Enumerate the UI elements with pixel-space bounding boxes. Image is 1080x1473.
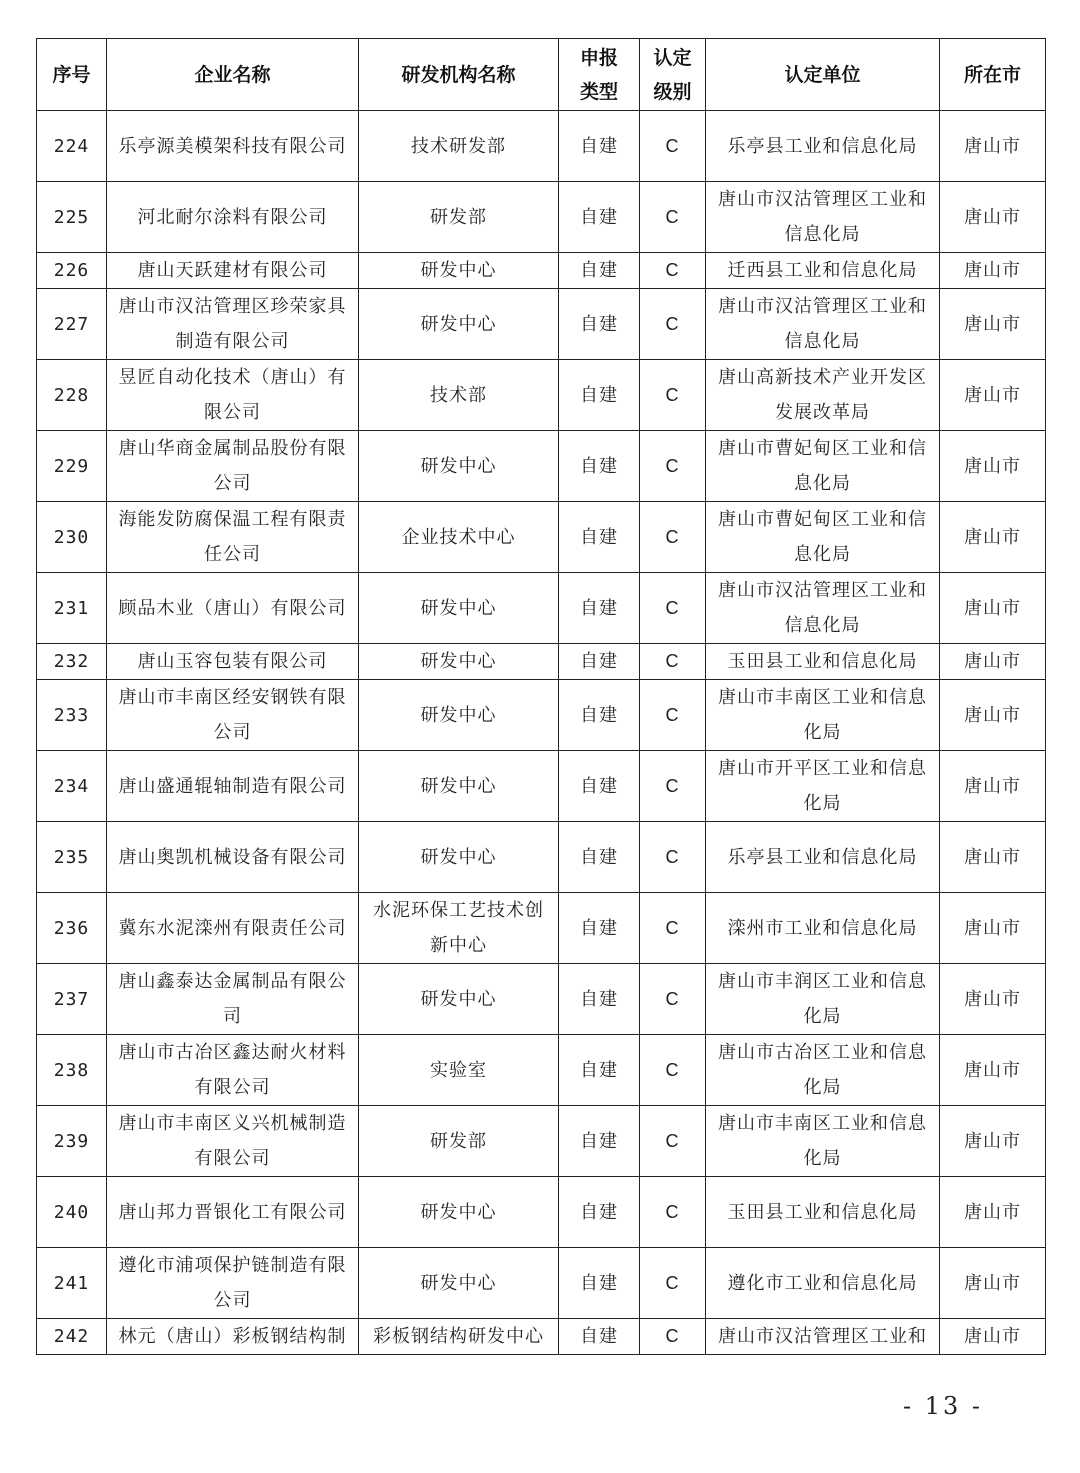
cell-type: 自建 bbox=[559, 964, 640, 1035]
table-row bbox=[37, 893, 1046, 964]
cell-city: 唐山市 bbox=[940, 1319, 1046, 1355]
cell-type: 自建 bbox=[559, 111, 640, 182]
cell-type: 自建 bbox=[559, 644, 640, 680]
cell-company: 唐山华商金属制品股份有限公司 bbox=[107, 431, 359, 502]
cell-level: C bbox=[640, 644, 706, 680]
cell-company: 冀东水泥滦州有限责任公司 bbox=[107, 893, 359, 964]
cell-institution: 水泥环保工艺技术创新中心 bbox=[359, 893, 559, 964]
cell-city: 唐山市 bbox=[940, 822, 1046, 893]
cell-city: 唐山市 bbox=[940, 1177, 1046, 1248]
cell-company: 唐山盛通辊轴制造有限公司 bbox=[107, 751, 359, 822]
table-row bbox=[37, 502, 1046, 573]
cell-city: 唐山市 bbox=[940, 751, 1046, 822]
table-header-row bbox=[37, 39, 1046, 111]
cell-type: 自建 bbox=[559, 431, 640, 502]
cell-no: 234 bbox=[37, 751, 107, 822]
cell-type: 自建 bbox=[559, 502, 640, 573]
cell-authority: 唐山市开平区工业和信息化局 bbox=[706, 751, 940, 822]
table-row bbox=[37, 431, 1046, 502]
cell-company: 唐山鑫泰达金属制品有限公司 bbox=[107, 964, 359, 1035]
table-row bbox=[37, 1106, 1046, 1177]
cell-authority: 遵化市工业和信息化局 bbox=[706, 1248, 940, 1319]
cell-level: C bbox=[640, 1319, 706, 1355]
cell-no: 228 bbox=[37, 360, 107, 431]
cell-company: 遵化市浦项保护链制造有限公司 bbox=[107, 1248, 359, 1319]
cell-no: 239 bbox=[37, 1106, 107, 1177]
cell-company: 唐山市丰南区经安钢铁有限公司 bbox=[107, 680, 359, 751]
cell-type: 自建 bbox=[559, 893, 640, 964]
cell-institution: 研发中心 bbox=[359, 573, 559, 644]
enterprise-table bbox=[36, 38, 1046, 1355]
cell-company: 唐山邦力晋银化工有限公司 bbox=[107, 1177, 359, 1248]
cell-authority: 唐山市汉沽管理区工业和信息化局 bbox=[706, 573, 940, 644]
cell-institution: 研发中心 bbox=[359, 253, 559, 289]
cell-city: 唐山市 bbox=[940, 289, 1046, 360]
cell-company: 唐山玉容包装有限公司 bbox=[107, 644, 359, 680]
cell-level: C bbox=[640, 431, 706, 502]
cell-authority: 唐山高新技术产业开发区发展改革局 bbox=[706, 360, 940, 431]
cell-authority: 乐亭县工业和信息化局 bbox=[706, 822, 940, 893]
cell-no: 240 bbox=[37, 1177, 107, 1248]
cell-no: 224 bbox=[37, 111, 107, 182]
cell-authority: 唐山市汉沽管理区工业和信息化局 bbox=[706, 289, 940, 360]
cell-type: 自建 bbox=[559, 1319, 640, 1355]
cell-authority: 玉田县工业和信息化局 bbox=[706, 1177, 940, 1248]
cell-level: C bbox=[640, 964, 706, 1035]
cell-institution: 技术部 bbox=[359, 360, 559, 431]
cell-institution: 研发中心 bbox=[359, 964, 559, 1035]
cell-city: 唐山市 bbox=[940, 111, 1046, 182]
cell-city: 唐山市 bbox=[940, 502, 1046, 573]
table-body bbox=[37, 111, 1046, 1355]
header-institution: 研发机构名称 bbox=[359, 39, 559, 111]
cell-company: 林元（唐山）彩板钢结构制 bbox=[107, 1319, 359, 1355]
header-type: 申报类型 bbox=[559, 39, 640, 111]
cell-company: 唐山市古冶区鑫达耐火材料有限公司 bbox=[107, 1035, 359, 1106]
cell-level: C bbox=[640, 1248, 706, 1319]
cell-authority: 唐山市曹妃甸区工业和信息化局 bbox=[706, 502, 940, 573]
cell-institution: 研发中心 bbox=[359, 680, 559, 751]
cell-city: 唐山市 bbox=[940, 1035, 1046, 1106]
cell-company: 唐山天跃建材有限公司 bbox=[107, 253, 359, 289]
cell-no: 225 bbox=[37, 182, 107, 253]
cell-company: 海能发防腐保温工程有限责任公司 bbox=[107, 502, 359, 573]
table-row bbox=[37, 182, 1046, 253]
table-row bbox=[37, 964, 1046, 1035]
cell-level: C bbox=[640, 893, 706, 964]
cell-authority: 唐山市丰润区工业和信息化局 bbox=[706, 964, 940, 1035]
cell-type: 自建 bbox=[559, 1177, 640, 1248]
cell-no: 232 bbox=[37, 644, 107, 680]
cell-company: 乐亭源美模架科技有限公司 bbox=[107, 111, 359, 182]
header-no: 序号 bbox=[37, 39, 107, 111]
table-row bbox=[37, 822, 1046, 893]
table-row bbox=[37, 573, 1046, 644]
cell-level: C bbox=[640, 1177, 706, 1248]
cell-level: C bbox=[640, 182, 706, 253]
cell-type: 自建 bbox=[559, 680, 640, 751]
cell-authority: 滦州市工业和信息化局 bbox=[706, 893, 940, 964]
cell-level: C bbox=[640, 1035, 706, 1106]
cell-authority: 唐山市曹妃甸区工业和信息化局 bbox=[706, 431, 940, 502]
cell-type: 自建 bbox=[559, 253, 640, 289]
cell-type: 自建 bbox=[559, 1106, 640, 1177]
cell-type: 自建 bbox=[559, 360, 640, 431]
cell-city: 唐山市 bbox=[940, 182, 1046, 253]
cell-level: C bbox=[640, 680, 706, 751]
cell-no: 230 bbox=[37, 502, 107, 573]
cell-institution: 研发中心 bbox=[359, 431, 559, 502]
cell-company: 昱匠自动化技术（唐山）有限公司 bbox=[107, 360, 359, 431]
cell-no: 227 bbox=[37, 289, 107, 360]
cell-institution: 企业技术中心 bbox=[359, 502, 559, 573]
cell-city: 唐山市 bbox=[940, 680, 1046, 751]
cell-authority: 玉田县工业和信息化局 bbox=[706, 644, 940, 680]
cell-level: C bbox=[640, 573, 706, 644]
cell-type: 自建 bbox=[559, 751, 640, 822]
cell-city: 唐山市 bbox=[940, 1248, 1046, 1319]
cell-institution: 研发中心 bbox=[359, 751, 559, 822]
table-row bbox=[37, 1035, 1046, 1106]
cell-no: 235 bbox=[37, 822, 107, 893]
cell-company: 唐山市丰南区义兴机械制造有限公司 bbox=[107, 1106, 359, 1177]
cell-level: C bbox=[640, 502, 706, 573]
cell-city: 唐山市 bbox=[940, 431, 1046, 502]
table-row bbox=[37, 751, 1046, 822]
cell-city: 唐山市 bbox=[940, 573, 1046, 644]
table-row bbox=[37, 1248, 1046, 1319]
cell-level: C bbox=[640, 751, 706, 822]
header-level: 认定级别 bbox=[640, 39, 706, 111]
table-row bbox=[37, 111, 1046, 182]
cell-authority: 乐亭县工业和信息化局 bbox=[706, 111, 940, 182]
cell-authority: 唐山市丰南区工业和信息化局 bbox=[706, 1106, 940, 1177]
cell-authority: 唐山市古冶区工业和信息化局 bbox=[706, 1035, 940, 1106]
cell-company: 顾品木业（唐山）有限公司 bbox=[107, 573, 359, 644]
cell-company: 唐山奥凯机械设备有限公司 bbox=[107, 822, 359, 893]
cell-city: 唐山市 bbox=[940, 1106, 1046, 1177]
cell-institution: 研发中心 bbox=[359, 1177, 559, 1248]
page-number: - 13 - bbox=[902, 1392, 983, 1420]
cell-no: 238 bbox=[37, 1035, 107, 1106]
cell-institution: 实验室 bbox=[359, 1035, 559, 1106]
cell-level: C bbox=[640, 822, 706, 893]
cell-institution: 技术研发部 bbox=[359, 111, 559, 182]
cell-company: 唐山市汉沽管理区珍荣家具制造有限公司 bbox=[107, 289, 359, 360]
cell-city: 唐山市 bbox=[940, 644, 1046, 680]
table-row bbox=[37, 1319, 1046, 1355]
cell-institution: 彩板钢结构研发中心 bbox=[359, 1319, 559, 1355]
cell-authority: 迁西县工业和信息化局 bbox=[706, 253, 940, 289]
table-row bbox=[37, 1177, 1046, 1248]
header-city: 所在市 bbox=[940, 39, 1046, 111]
cell-no: 242 bbox=[37, 1319, 107, 1355]
cell-institution: 研发中心 bbox=[359, 644, 559, 680]
table-row bbox=[37, 360, 1046, 431]
table-row bbox=[37, 253, 1046, 289]
cell-no: 229 bbox=[37, 431, 107, 502]
table-row bbox=[37, 644, 1046, 680]
cell-city: 唐山市 bbox=[940, 253, 1046, 289]
cell-institution: 研发中心 bbox=[359, 289, 559, 360]
cell-institution: 研发部 bbox=[359, 182, 559, 253]
cell-company: 河北耐尔涂料有限公司 bbox=[107, 182, 359, 253]
cell-level: C bbox=[640, 1106, 706, 1177]
header-company: 企业名称 bbox=[107, 39, 359, 111]
cell-no: 226 bbox=[37, 253, 107, 289]
cell-level: C bbox=[640, 253, 706, 289]
cell-city: 唐山市 bbox=[940, 893, 1046, 964]
cell-institution: 研发部 bbox=[359, 1106, 559, 1177]
cell-level: C bbox=[640, 360, 706, 431]
cell-no: 236 bbox=[37, 893, 107, 964]
cell-city: 唐山市 bbox=[940, 360, 1046, 431]
cell-institution: 研发中心 bbox=[359, 1248, 559, 1319]
cell-no: 241 bbox=[37, 1248, 107, 1319]
cell-type: 自建 bbox=[559, 573, 640, 644]
cell-type: 自建 bbox=[559, 1035, 640, 1106]
cell-no: 237 bbox=[37, 964, 107, 1035]
table-row bbox=[37, 680, 1046, 751]
cell-level: C bbox=[640, 289, 706, 360]
cell-type: 自建 bbox=[559, 182, 640, 253]
cell-authority: 唐山市汉沽管理区工业和 bbox=[706, 1319, 940, 1355]
cell-authority: 唐山市汉沽管理区工业和信息化局 bbox=[706, 182, 940, 253]
cell-no: 231 bbox=[37, 573, 107, 644]
cell-level: C bbox=[640, 111, 706, 182]
cell-type: 自建 bbox=[559, 1248, 640, 1319]
cell-institution: 研发中心 bbox=[359, 822, 559, 893]
header-authority: 认定单位 bbox=[706, 39, 940, 111]
cell-authority: 唐山市丰南区工业和信息化局 bbox=[706, 680, 940, 751]
cell-type: 自建 bbox=[559, 822, 640, 893]
cell-no: 233 bbox=[37, 680, 107, 751]
table-row bbox=[37, 289, 1046, 360]
cell-type: 自建 bbox=[559, 289, 640, 360]
cell-city: 唐山市 bbox=[940, 964, 1046, 1035]
